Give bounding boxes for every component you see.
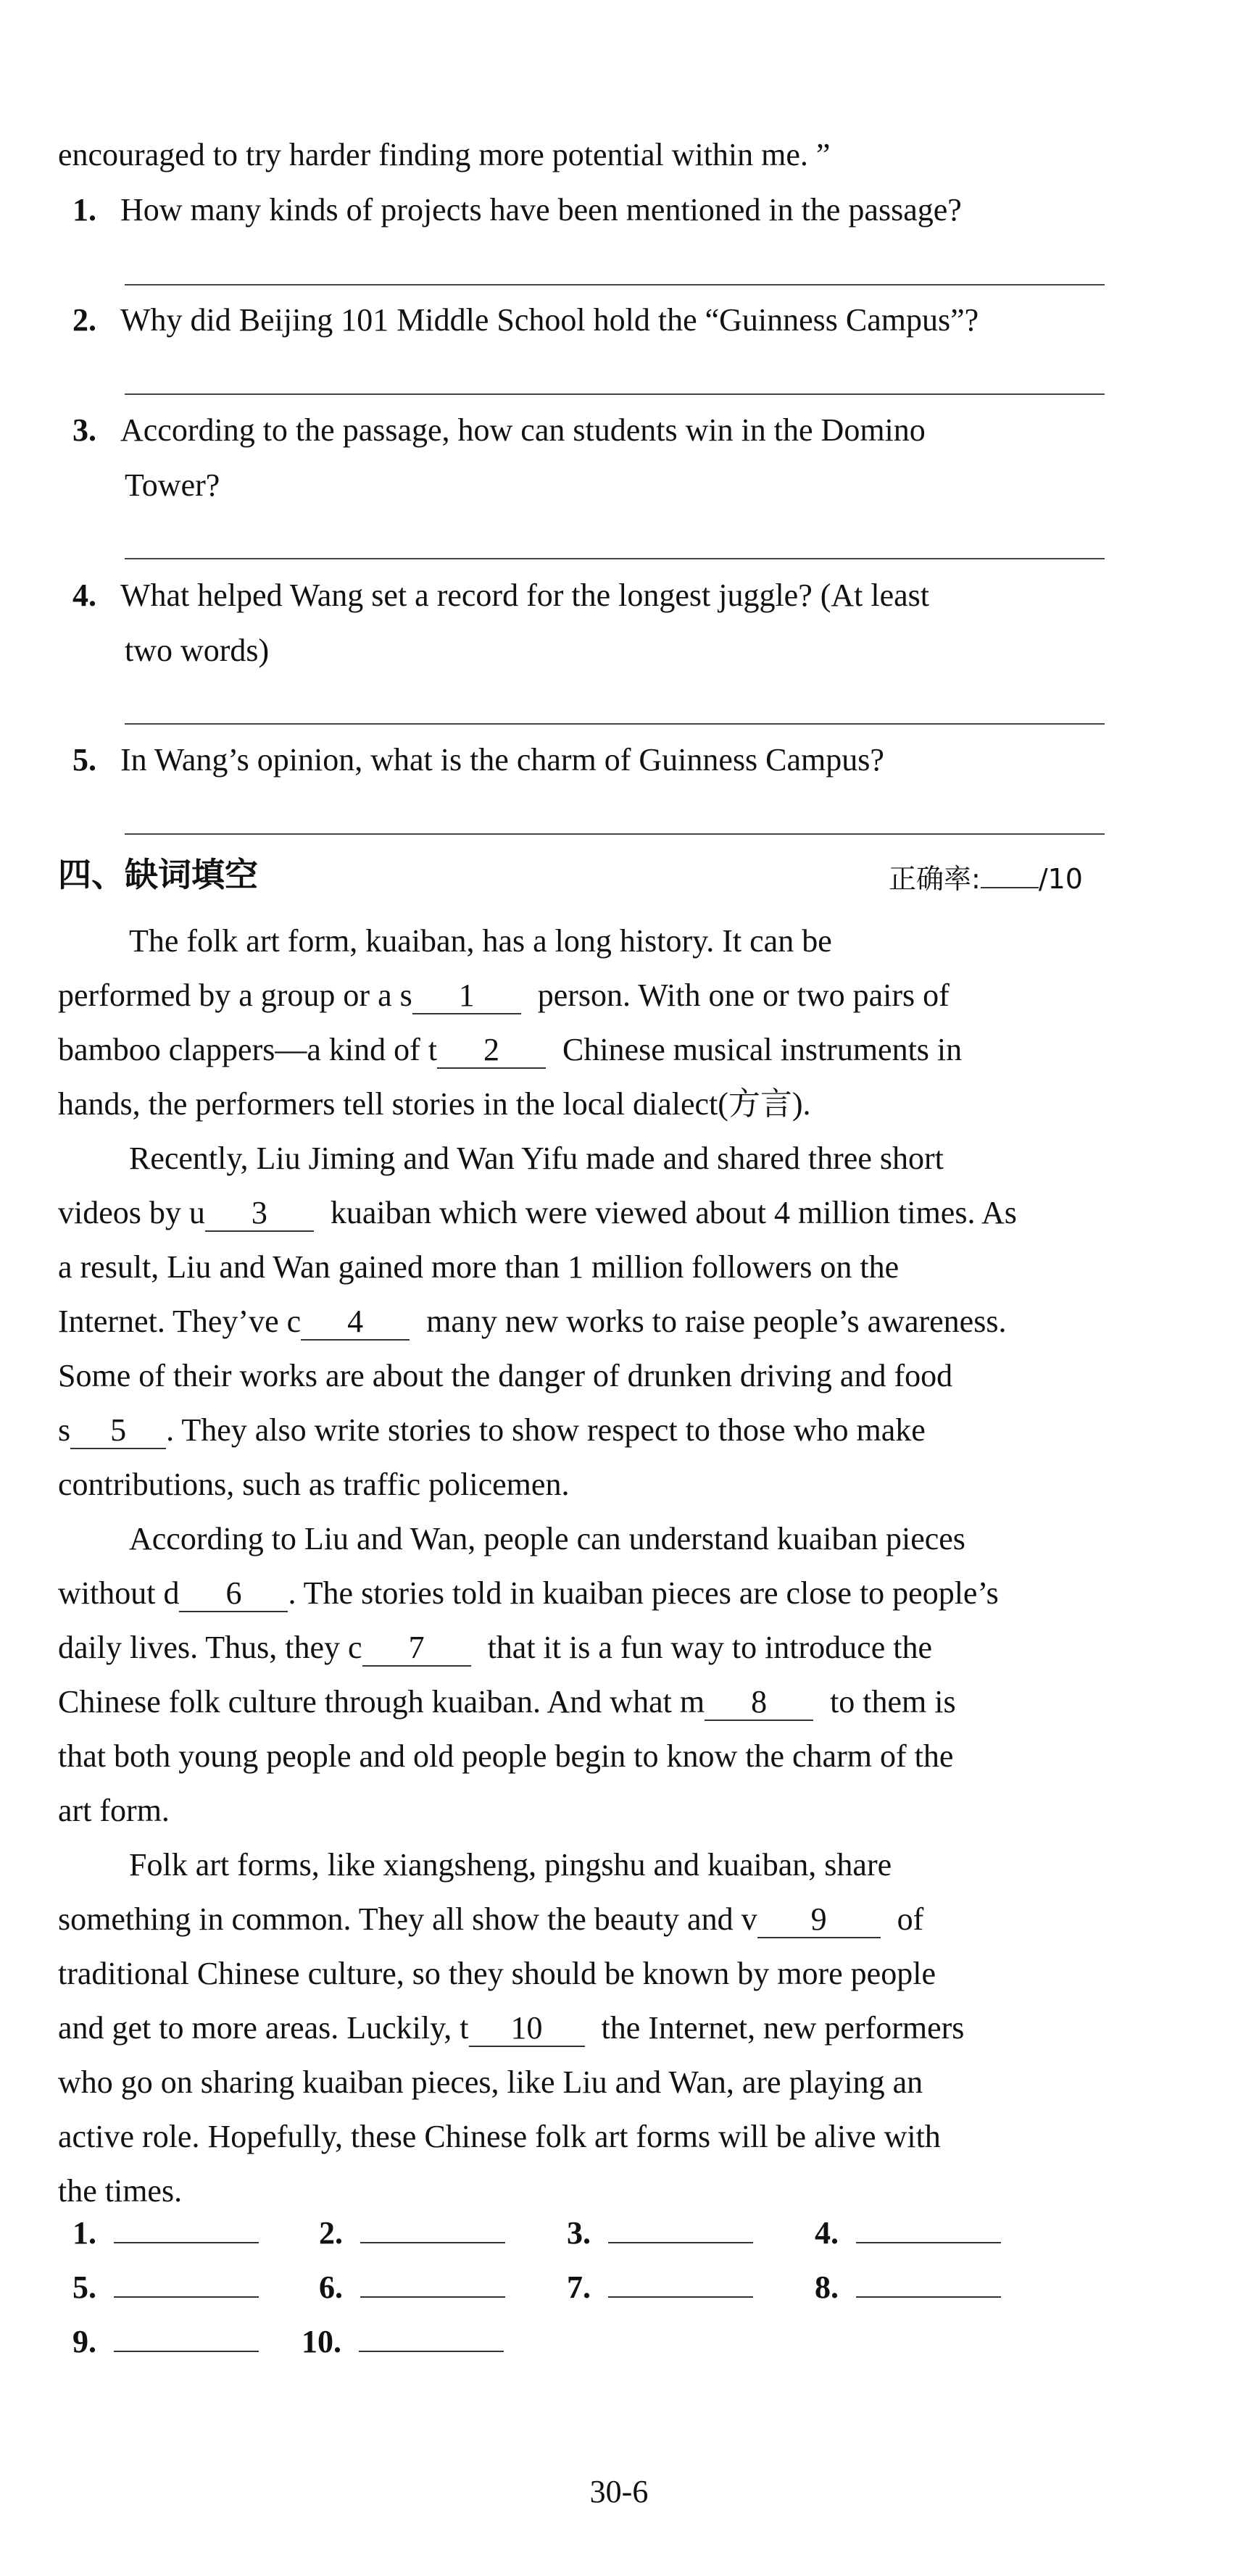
p4-line-7: the times. bbox=[58, 2173, 183, 2209]
p4-line-2 bbox=[58, 1901, 924, 1938]
blank-5[interactable]: 5 bbox=[70, 1414, 166, 1449]
blank-1[interactable]: 1 bbox=[412, 980, 521, 1014]
score-label: 正确率: bbox=[889, 863, 981, 895]
answer-input[interactable] bbox=[114, 2325, 259, 2352]
question-number: 3. bbox=[72, 412, 96, 448]
p1-line-3 bbox=[58, 1034, 962, 1069]
answer-slot-6 bbox=[319, 2270, 505, 2304]
answer-number: 4. bbox=[815, 2215, 839, 2251]
text-segment: many new works to raise people’s awareness. bbox=[426, 1304, 1007, 1339]
blank-10[interactable]: 10 bbox=[469, 2012, 585, 2047]
question-4 bbox=[72, 580, 929, 612]
p2-line-5: Some of their works are about the danger of drunken driving and food bbox=[58, 1358, 953, 1393]
text-segment: person. With one or two pairs of bbox=[537, 978, 950, 1013]
answer-slot-1 bbox=[72, 2216, 259, 2249]
blank-3[interactable]: 3 bbox=[205, 1197, 314, 1232]
question-number: 2. bbox=[72, 302, 96, 338]
question-number: 5. bbox=[72, 742, 96, 778]
question-2 bbox=[72, 304, 979, 336]
question-text: According to the passage, how can students win in the Domino bbox=[120, 412, 926, 448]
text-segment: that it is a fun way to introduce the bbox=[487, 1630, 932, 1665]
question-5 bbox=[72, 744, 884, 776]
text-segment: videos by u bbox=[58, 1195, 205, 1230]
answer-number: 6. bbox=[319, 2269, 343, 2305]
p3-line-5: that both young people and old people begin to know the charm of the bbox=[58, 1738, 954, 1774]
blank-8[interactable]: 8 bbox=[705, 1686, 813, 1721]
answer-slot-4 bbox=[815, 2216, 1001, 2249]
answer-number: 8. bbox=[815, 2269, 839, 2305]
answer-line-5[interactable] bbox=[125, 833, 1105, 835]
p4-line-5: who go on sharing kuaiban pieces, like Liu and Wan, are playing an bbox=[58, 2064, 923, 2100]
p1-line-4: hands, the performers tell stories in the local dialect(方言). bbox=[58, 1086, 811, 1122]
score-total: /10 bbox=[1038, 863, 1083, 895]
text-segment: without d bbox=[58, 1575, 180, 1611]
answer-number: 10. bbox=[302, 2324, 341, 2359]
text-segment: Internet. They’ve c bbox=[58, 1304, 302, 1339]
answer-input[interactable] bbox=[608, 2216, 753, 2243]
text-segment: of bbox=[897, 1901, 924, 1937]
question-3 bbox=[72, 414, 926, 446]
p1-line-2 bbox=[58, 980, 950, 1014]
answer-slot-10 bbox=[302, 2325, 504, 2358]
text-segment: and get to more areas. Luckily, t bbox=[58, 2010, 469, 2046]
text-segment: to them is bbox=[830, 1684, 956, 1720]
answer-line-2[interactable] bbox=[125, 393, 1105, 395]
answer-input[interactable] bbox=[856, 2216, 1001, 2243]
answer-input[interactable] bbox=[114, 2216, 259, 2243]
text-segment: Chinese folk culture through kuaiban. And what m bbox=[58, 1684, 705, 1720]
blank-4[interactable]: 4 bbox=[301, 1306, 410, 1341]
question-number: 1. bbox=[72, 192, 96, 228]
text-segment: Chinese musical instruments in bbox=[562, 1032, 963, 1067]
answer-number: 5. bbox=[72, 2269, 96, 2305]
p4-line-3: traditional Chinese culture, so they should be known by more people bbox=[58, 1956, 936, 1991]
page-number: 30-6 bbox=[589, 2474, 649, 2509]
blank-6[interactable]: 6 bbox=[179, 1577, 288, 1612]
p2-line-2 bbox=[58, 1197, 1017, 1232]
answer-slot-5 bbox=[72, 2270, 259, 2304]
text-segment: kuaiban which were viewed about 4 million times. As bbox=[330, 1195, 1017, 1230]
answer-slot-3 bbox=[567, 2216, 753, 2249]
p4-line-1: Folk art forms, like xiangsheng, pingshu and kuaiban, share bbox=[129, 1847, 892, 1883]
p1-line-1: The folk art form, kuaiban, has a long history. It can be bbox=[129, 923, 832, 959]
question-1 bbox=[72, 194, 962, 226]
answer-number: 9. bbox=[72, 2324, 96, 2359]
text-segment: performed by a group or a s bbox=[58, 978, 412, 1013]
answer-input[interactable] bbox=[608, 2270, 753, 2298]
p2-line-4 bbox=[58, 1306, 1006, 1341]
question-number: 4. bbox=[72, 578, 96, 613]
p3-line-2 bbox=[58, 1577, 999, 1612]
answer-input[interactable] bbox=[360, 2270, 505, 2298]
blank-7[interactable]: 7 bbox=[362, 1632, 471, 1667]
answer-slot-8 bbox=[815, 2270, 1001, 2304]
text-segment: daily lives. Thus, they c bbox=[58, 1630, 362, 1665]
p3-line-1: According to Liu and Wan, people can understand kuaiban pieces bbox=[129, 1521, 965, 1556]
score-box bbox=[889, 865, 1083, 893]
question-text: Why did Beijing 101 Middle School hold the “Guinness Campus”? bbox=[120, 302, 979, 338]
question-text: How many kinds of projects have been mentioned in the passage? bbox=[120, 192, 962, 228]
score-input[interactable] bbox=[981, 865, 1039, 888]
answer-line-1[interactable] bbox=[125, 284, 1105, 285]
p2-line-1: Recently, Liu Jiming and Wan Yifu made and shared three short bbox=[129, 1141, 944, 1176]
question-text: In Wang’s opinion, what is the charm of Guinness Campus? bbox=[120, 742, 884, 778]
text-segment: the Internet, new performers bbox=[601, 2010, 965, 2046]
answer-input[interactable] bbox=[114, 2270, 259, 2298]
answer-line-4[interactable] bbox=[125, 723, 1105, 725]
p2-line-3: a result, Liu and Wan gained more than 1 million followers on the bbox=[58, 1249, 900, 1285]
blank-9[interactable]: 9 bbox=[757, 1904, 881, 1938]
answer-slot-7 bbox=[567, 2270, 753, 2304]
answer-input[interactable] bbox=[856, 2270, 1001, 2298]
answer-input[interactable] bbox=[360, 2216, 505, 2243]
text-segment: bamboo clappers—a kind of t bbox=[58, 1032, 437, 1067]
p2-line-7: contributions, such as traffic policemen. bbox=[58, 1467, 570, 1502]
p3-line-4 bbox=[58, 1686, 956, 1721]
intro-tail-text: encouraged to try harder finding more potential within me. ” bbox=[58, 137, 831, 172]
p2-line-6 bbox=[58, 1414, 926, 1449]
blank-2[interactable]: 2 bbox=[437, 1034, 546, 1069]
text-segment: . The stories told in kuaiban pieces are close to people’s bbox=[288, 1575, 999, 1611]
question-text: What helped Wang set a record for the longest juggle? (At least bbox=[120, 578, 930, 613]
text-segment: . They also write stories to show respect to those who make bbox=[166, 1412, 926, 1448]
answer-number: 3. bbox=[567, 2215, 591, 2251]
answer-slot-9 bbox=[72, 2325, 259, 2358]
question-text-cont: two words) bbox=[125, 633, 270, 668]
p3-line-6: art form. bbox=[58, 1793, 170, 1828]
text-segment: something in common. They all show the beauty and v bbox=[58, 1901, 757, 1937]
answer-input[interactable] bbox=[359, 2325, 504, 2352]
text-segment: s bbox=[58, 1412, 71, 1448]
answer-number: 7. bbox=[567, 2269, 591, 2305]
answer-slot-2 bbox=[319, 2216, 505, 2249]
answer-number: 1. bbox=[72, 2215, 96, 2251]
p4-line-4 bbox=[58, 2012, 964, 2047]
section-title: 四、缺词填空 bbox=[58, 855, 258, 894]
answer-number: 2. bbox=[319, 2215, 343, 2251]
answer-line-3[interactable] bbox=[125, 558, 1105, 559]
question-text-cont: Tower? bbox=[125, 467, 220, 503]
p3-line-3 bbox=[58, 1632, 932, 1667]
p4-line-6: active role. Hopefully, these Chinese folk art forms will be alive with bbox=[58, 2119, 941, 2154]
